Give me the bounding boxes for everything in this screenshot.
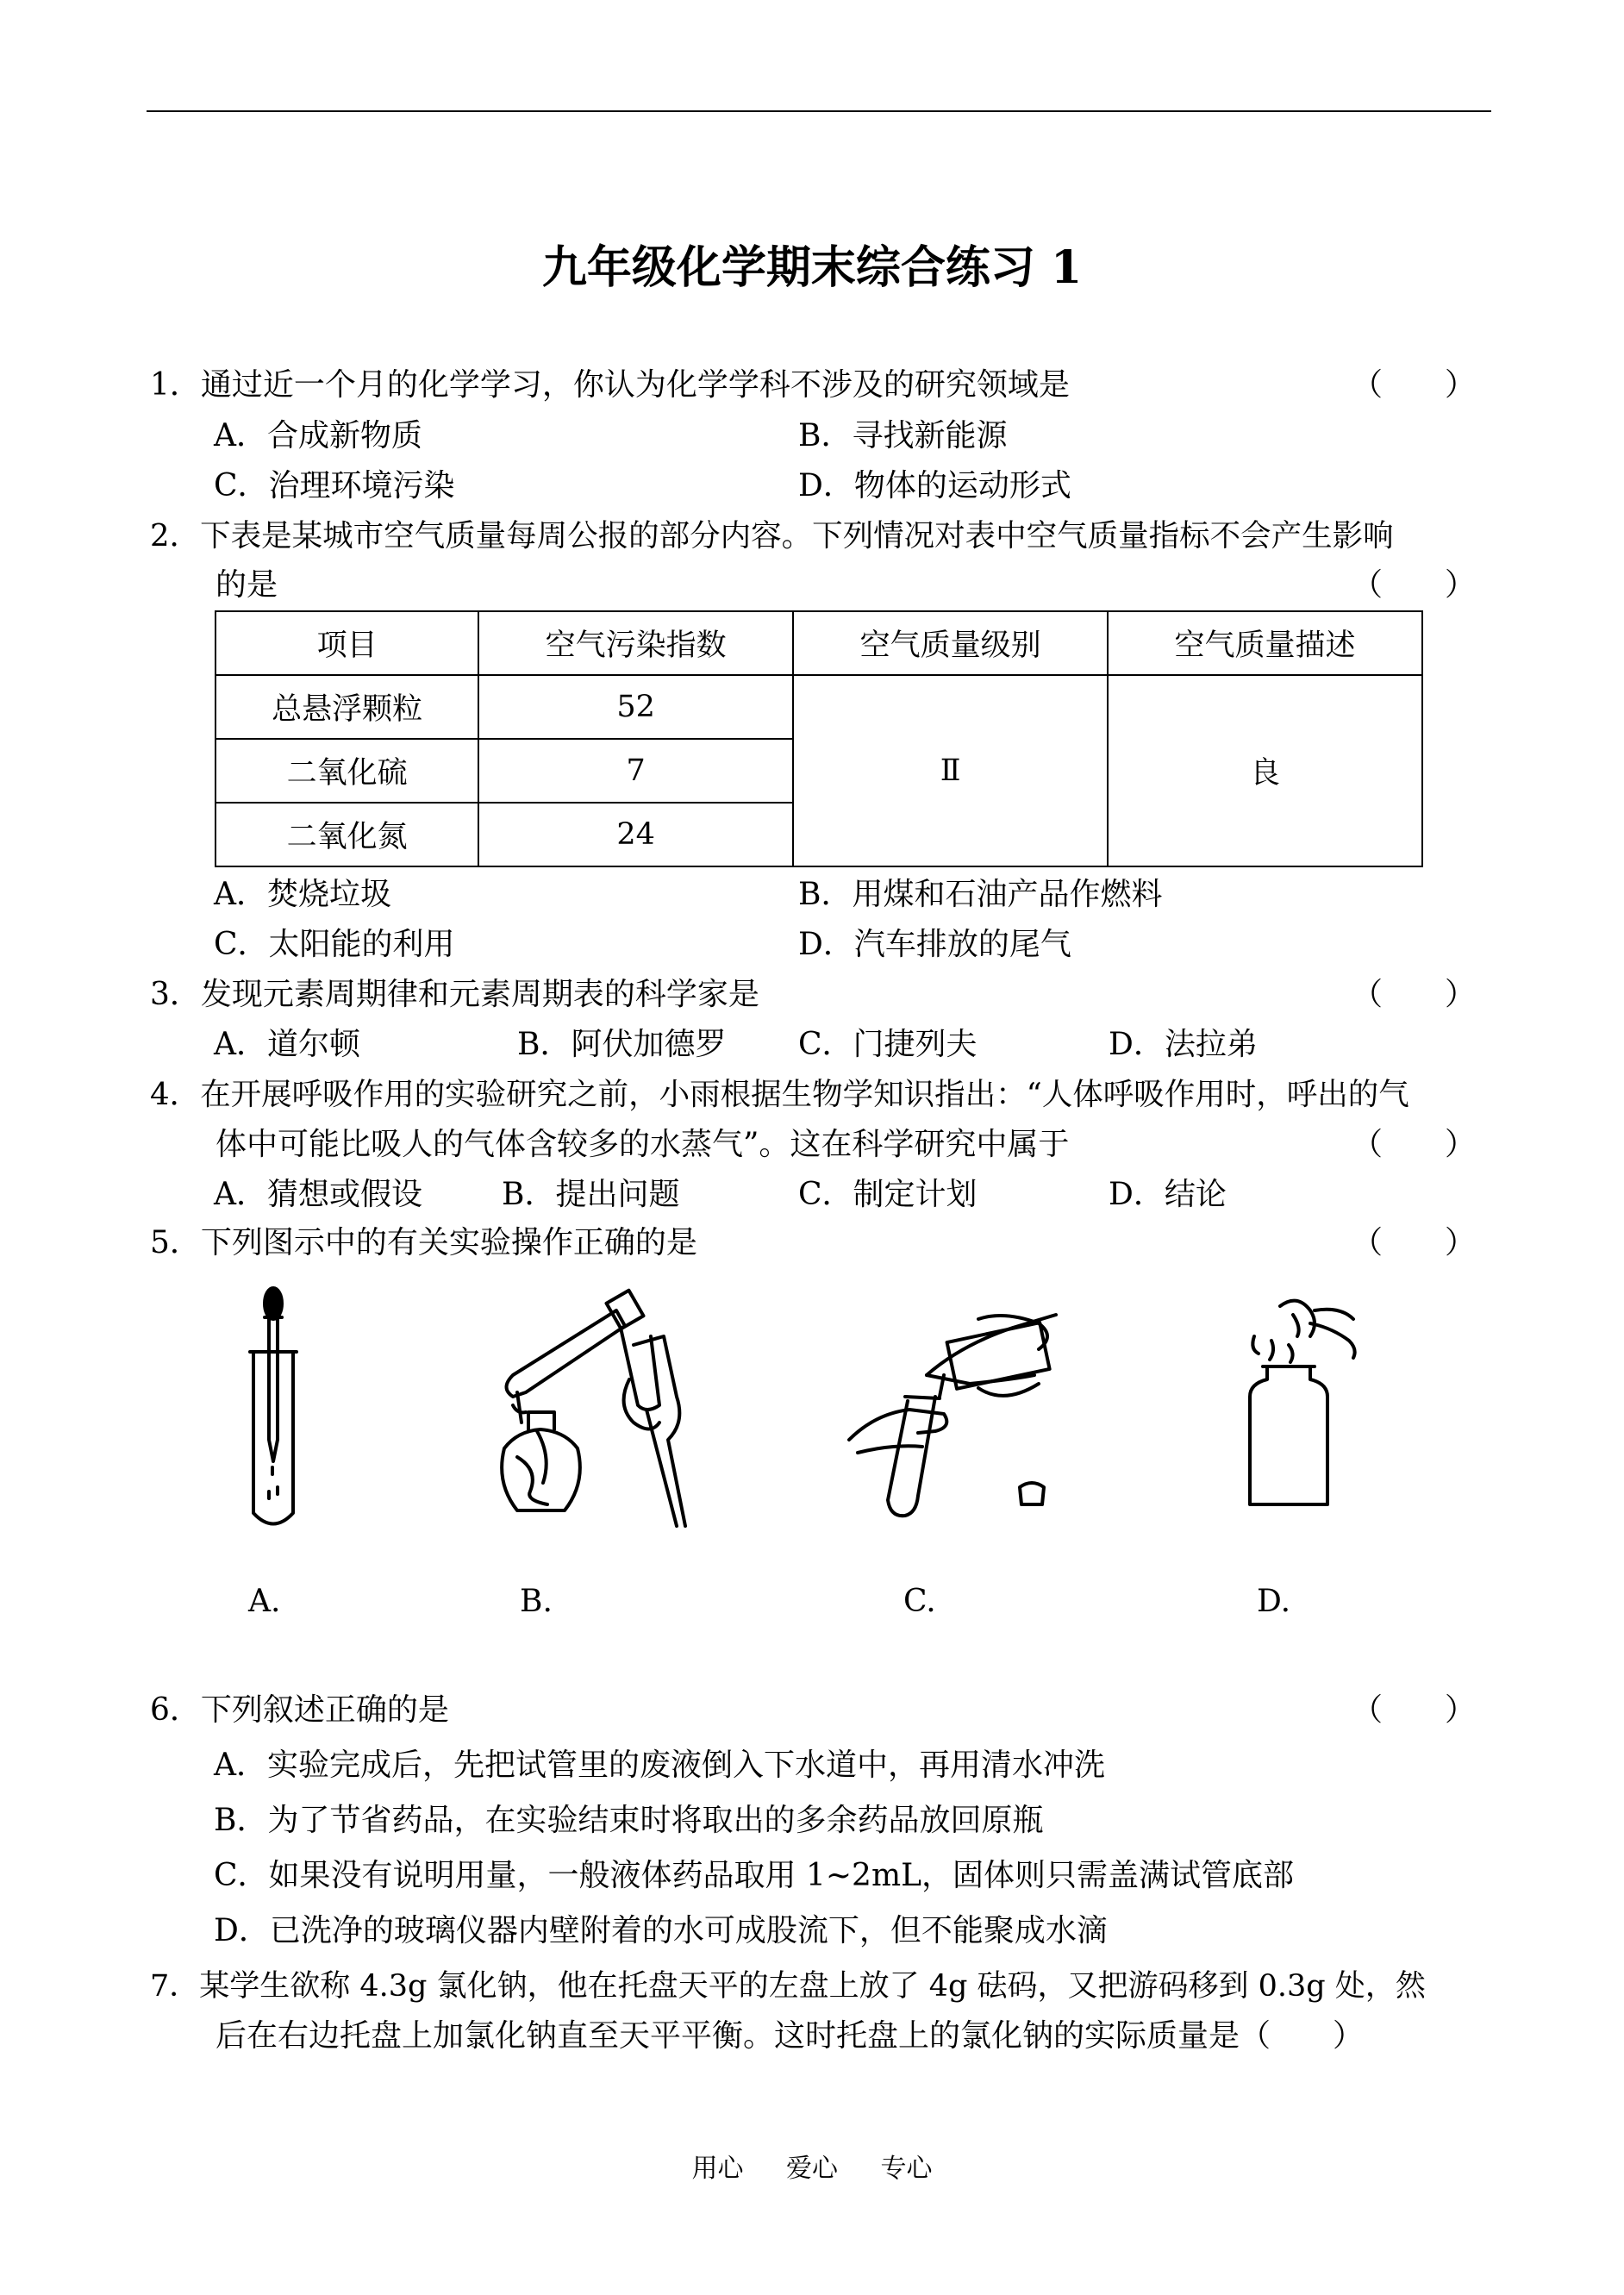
table-header-index: 空气污染指数 — [478, 611, 793, 675]
q2-stem-line1: 2．下表是某城市空气质量每周公报的部分内容。下列情况对表中空气质量指标不会产生影响 — [150, 518, 1394, 553]
q2-answer-paren: （ ） — [1352, 567, 1477, 603]
figure-label-c: C. — [903, 1584, 936, 1619]
q6-option-a: A．实验完成后，先把试管里的废液倒入下水道中，再用清水冲洗 — [214, 1748, 1105, 1783]
heating-test-tube-figure — [478, 1285, 711, 1530]
table-cell-index: 24 — [478, 803, 793, 866]
q2-option-c: C．太阳能的利用 — [214, 927, 455, 962]
q4-option-c: C．制定计划 — [798, 1177, 978, 1212]
table-cell-item: 总悬浮颗粒 — [215, 675, 478, 739]
q2-option-a: A．焚烧垃圾 — [214, 877, 391, 912]
q3-option-b: B．阿伏加德罗 — [517, 1027, 727, 1062]
q3-stem: 3．发现元素周期律和元素周期表的科学家是 — [150, 977, 759, 1012]
smelling-gas-figure — [1228, 1289, 1375, 1517]
q1-option-a: A．合成新物质 — [214, 418, 422, 453]
footer-word: 用心 — [691, 2154, 744, 2184]
table-cell-level: Ⅱ — [793, 675, 1108, 866]
q1-option-d: D．物体的运动形式 — [798, 468, 1071, 503]
pouring-liquid-figure — [840, 1293, 1090, 1522]
footer-word: 专心 — [880, 2154, 933, 2184]
q4-option-d: D．结论 — [1109, 1177, 1227, 1212]
q6-option-d: D．已洗净的玻璃仪器内壁附着的水可成股流下，但不能聚成水滴 — [214, 1913, 1108, 1948]
q6-option-c: C．如果没有说明用量，一般液体药品取用 1~2mL，固体则只需盖满试管底部 — [214, 1858, 1295, 1893]
q2-stem-line2: 的是 — [215, 567, 278, 603]
q1-answer-paren: （ ） — [1352, 367, 1477, 403]
table-header-item: 项目 — [215, 611, 478, 675]
dropper-in-test-tube-figure — [234, 1285, 312, 1535]
q4-answer-paren: （ ） — [1352, 1127, 1477, 1162]
q7-stem-line1: 7．某学生欲称 4.3g 氯化钠，他在托盘天平的左盘上放了 4g 砝码，又把游码移到 0.3g 处，然 — [150, 1969, 1426, 2004]
table-cell-desc: 良 — [1108, 675, 1422, 866]
table-cell-item: 二氧化硫 — [215, 739, 478, 803]
q3-option-c: C．门捷列夫 — [798, 1027, 978, 1062]
q3-option-a: A．道尔顿 — [214, 1027, 360, 1062]
q6-option-b: B．为了节省药品，在实验结束时将取出的多余药品放回原瓶 — [214, 1803, 1044, 1838]
table-header-level: 空气质量级别 — [793, 611, 1108, 675]
q2-option-b: B．用煤和石油产品作燃料 — [798, 877, 1163, 912]
figure-label-b: B. — [520, 1584, 553, 1619]
page-title: 九年级化学期末综合练习 1 — [541, 241, 1083, 294]
q2-option-d: D．汽车排放的尾气 — [798, 927, 1071, 962]
q1-option-c: C．治理环境污染 — [214, 468, 455, 503]
table-row — [215, 675, 1422, 739]
q6-answer-paren: （ ） — [1352, 1692, 1477, 1728]
q5-stem: 5．下列图示中的有关实验操作正确的是 — [150, 1225, 697, 1260]
page-footer — [0, 2147, 1624, 2185]
q3-answer-paren: （ ） — [1352, 977, 1477, 1012]
q1-option-b: B．寻找新能源 — [798, 418, 1008, 453]
q4-option-b: B．提出问题 — [502, 1177, 680, 1212]
q1-stem: 1．通过近一个月的化学学习，你认为化学学科不涉及的研究领域是 — [150, 367, 1070, 403]
figure-label-d: D. — [1257, 1584, 1291, 1619]
q5-answer-paren: （ ） — [1352, 1225, 1477, 1260]
figure-label-a: A. — [248, 1584, 281, 1619]
header-rule — [147, 110, 1491, 112]
q4-stem-line1: 4．在开展呼吸作用的实验研究之前，小雨根据生物学知识指出：“人体呼吸作用时，呼出的气 — [150, 1077, 1409, 1112]
table-header-desc: 空气质量描述 — [1108, 611, 1422, 675]
table-cell-index: 52 — [478, 675, 793, 739]
q7-stem-line2: 后在右边托盘上加氯化钠直至天平平衡。这时托盘上的氯化钠的实际质量是（ ） — [215, 2018, 1365, 2054]
q6-stem: 6．下列叙述正确的是 — [150, 1692, 449, 1728]
table-cell-index: 7 — [478, 739, 793, 803]
q4-stem-line2: 体中可能比吸人的气体含较多的水蒸气”。这在科学研究中属于 — [215, 1127, 1070, 1162]
air-quality-table — [215, 610, 1423, 867]
footer-word: 爱心 — [786, 2154, 838, 2184]
q3-option-d: D．法拉弟 — [1109, 1027, 1258, 1062]
q4-option-a: A．猜想或假设 — [214, 1177, 422, 1212]
table-cell-item: 二氧化氮 — [215, 803, 478, 866]
